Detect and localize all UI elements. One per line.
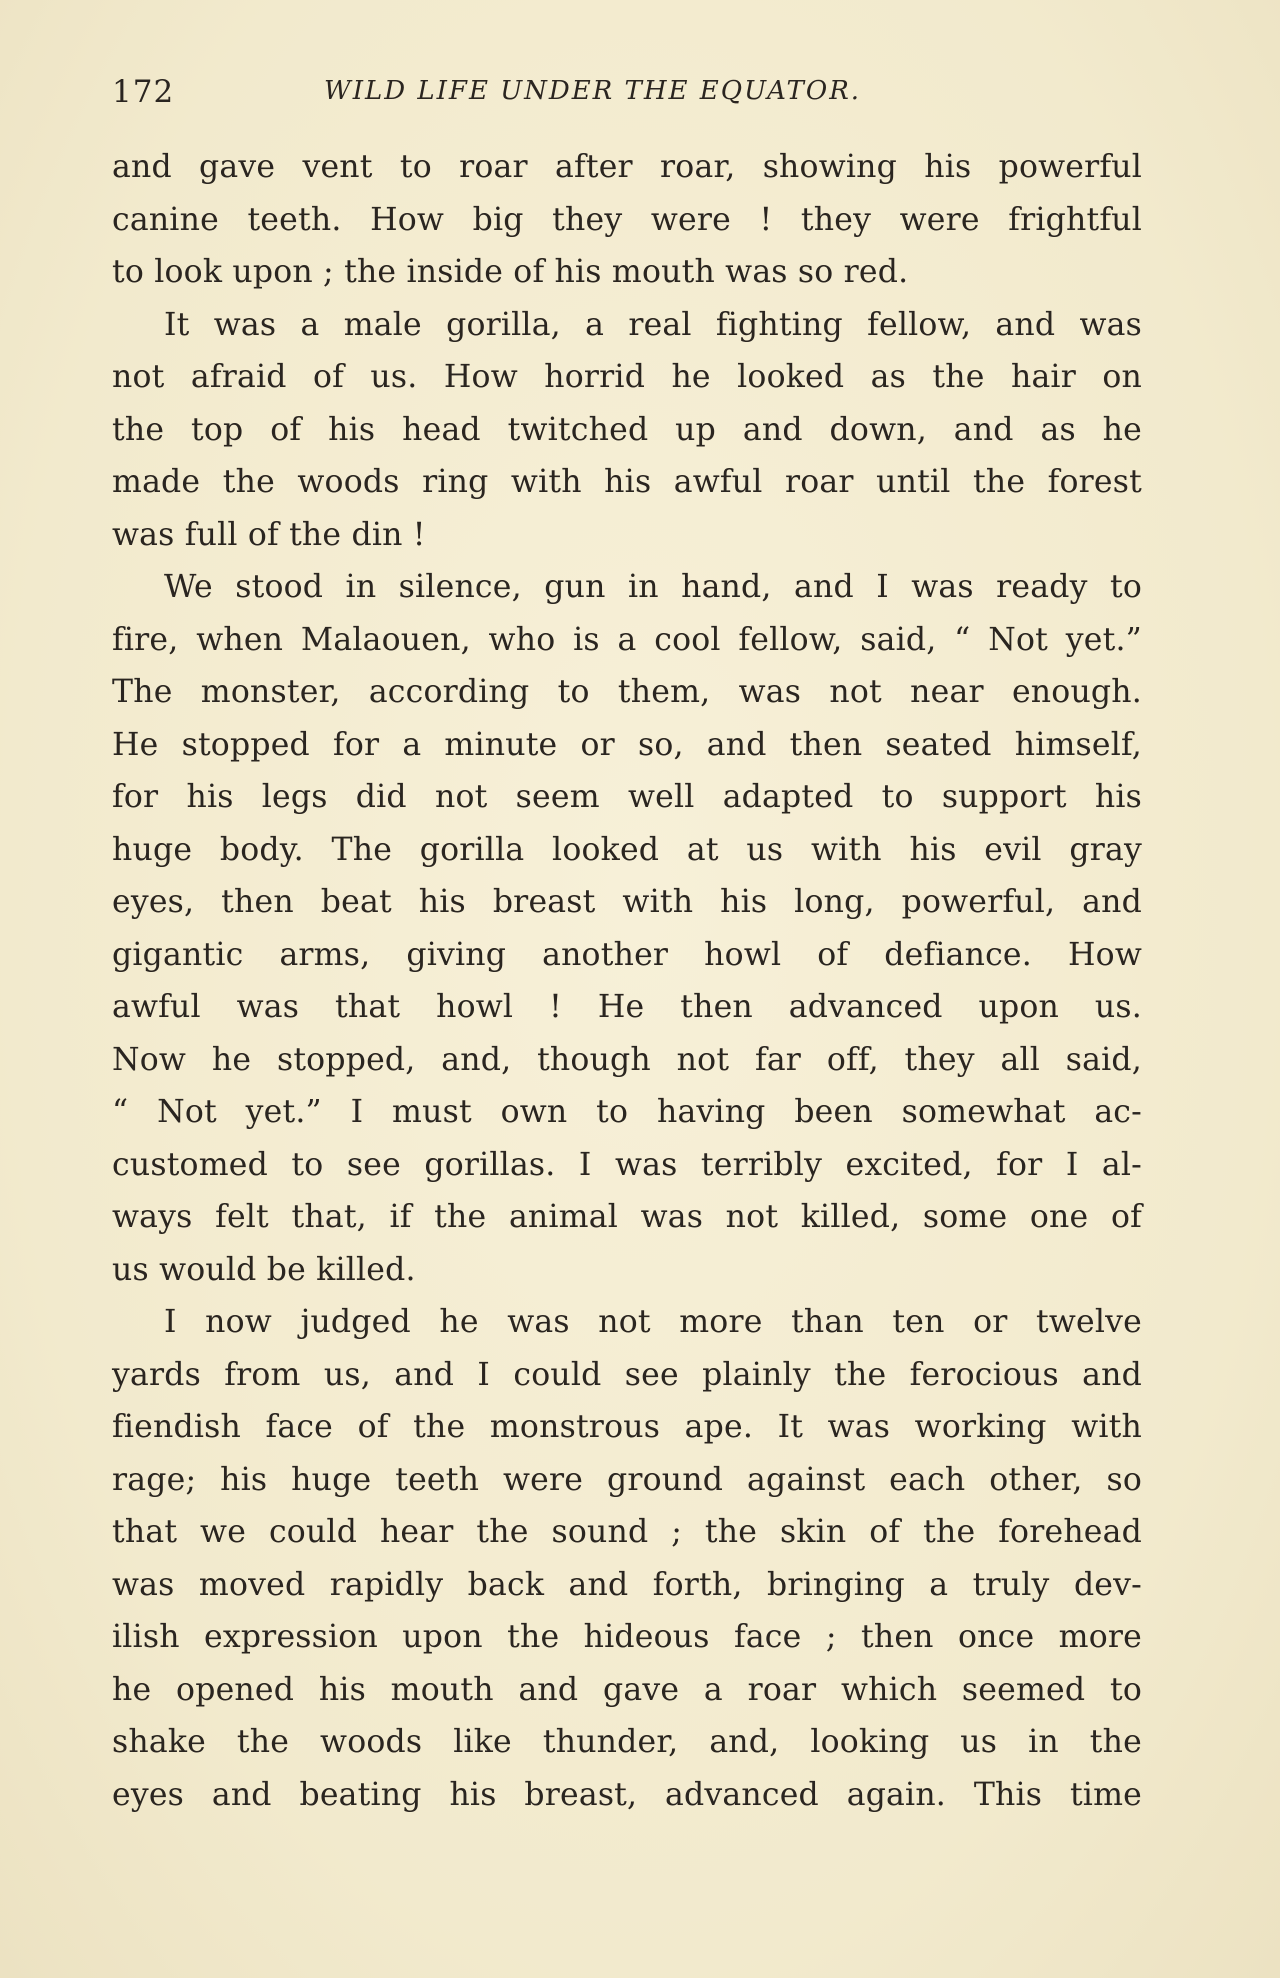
text-line: awful was that howl ! He then advanced upon us. [112, 989, 1142, 1025]
text-line: eyes, then beat his breast with his long, powerful, and [112, 884, 1142, 920]
text-line: that we could hear the sound ; the skin of the forehead [112, 1514, 1142, 1550]
text-line: rage; his huge teeth were ground against each other, so [112, 1461, 1142, 1498]
text-line: to look upon ; the inside of his mouth was so red. [112, 254, 909, 290]
text-line: for his legs did not seem well adapted to support his [112, 779, 1142, 815]
text-line: I now judged he was not more than ten or twelve [164, 1304, 1142, 1340]
running-head [112, 74, 1142, 114]
body-text [112, 141, 1142, 1821]
text-line: ways felt that, if the animal was not killed, some one of [112, 1199, 1142, 1235]
text-line: He stopped for a minute or so, and then seated himself, [112, 726, 1142, 763]
text-line: ilish expression upon the hideous face ; then once more [112, 1619, 1142, 1655]
text-line: made the woods ring with his awful roar until the forest [112, 464, 1142, 500]
text-line: not afraid of us. How horrid he looked as the hair on [112, 359, 1142, 395]
text-line: fiendish face of the monstrous ape. It was working with [112, 1409, 1142, 1445]
text-line: “ Not yet.” I must own to having been somewhat ac- [112, 1094, 1142, 1130]
text-line: shake the woods like thunder, and, looking us in the [112, 1724, 1142, 1760]
text-line: We stood in silence, gun in hand, and I was ready to [164, 569, 1142, 605]
text-line: was moved rapidly back and forth, bringing a truly dev- [112, 1566, 1142, 1603]
text-line: It was a male gorilla, a real fighting fellow, and was [164, 306, 1142, 343]
text-line: yards from us, and I could see plainly the ferocious and [112, 1356, 1142, 1393]
text-line: The monster, according to them, was not near enough. [112, 674, 1142, 710]
text-line: fire, when Malaouen, who is a cool fellow, said, “ Not yet.” [112, 621, 1142, 658]
text-line: the top of his head twitched up and down, and as he [112, 411, 1142, 448]
text-line: huge body. The gorilla looked at us with his evil gray [112, 831, 1142, 868]
text-line: and gave vent to roar after roar, showing his powerful [112, 149, 1142, 185]
text-line: was full of the din ! [112, 516, 426, 553]
text-line: us would be killed. [112, 1251, 416, 1288]
running-title: WILD LIFE UNDER THE EQUATOR. [324, 76, 862, 106]
text-line: eyes and beating his breast, advanced again. This time [112, 1776, 1142, 1813]
text-line: customed to see gorillas. I was terribly excited, for I al- [112, 1146, 1142, 1183]
text-line: he opened his mouth and gave a roar which seemed to [112, 1671, 1142, 1708]
page-number: 172 [112, 74, 175, 110]
text-line: canine teeth. How big they were ! they were frightful [112, 201, 1142, 238]
text-line: gigantic arms, giving another howl of defiance. How [112, 936, 1142, 973]
text-line: Now he stopped, and, though not far off, they all said, [112, 1041, 1142, 1078]
